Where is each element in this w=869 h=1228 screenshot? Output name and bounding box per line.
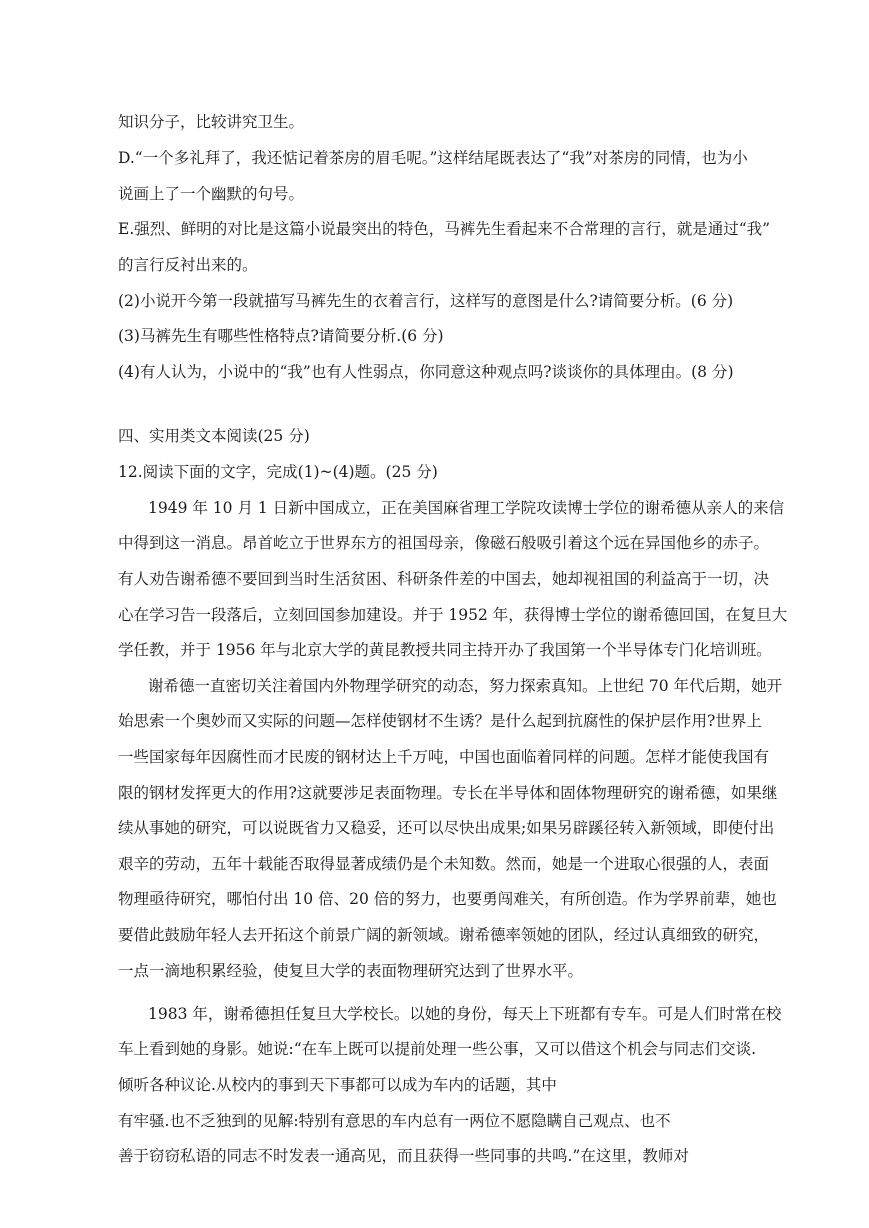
option-d-line: D.“一个多礼拜了，我还惦记着茶房的眉毛呢。”这样结尾既表达了“我”对茶房的同情，也为小 — [118, 149, 748, 167]
text-line: 说画上了一个幽默的句号。 — [118, 185, 305, 203]
paragraph-3-line: 车上看到她的身影。她说:“在车上既可以提前处理一些公事，又可以借这个机会与同志们交谈. — [118, 1040, 757, 1058]
paragraph-3-line: 倾听各种议论.从校内的事到天下事都可以成为车内的话题，其中 — [118, 1076, 557, 1094]
question-3: (3)马裤先生有哪些性格特点?请简要分析.(6 分) — [118, 327, 444, 345]
paragraph-2-line: 艰辛的劳动，五年十载能否取得显著成绩仍是个未知数。然而，她是一个进取心很强的人，表面 — [118, 855, 770, 873]
option-e-line: E.强烈、鲜明的对比是这篇小说最突出的特色，马裤先生看起来不合常理的言行，就是通过“我” — [118, 220, 771, 238]
paragraph-2-line: 一些国家每年因腐性而才民废的钢材达上千万吨，中国也面临着同样的问题。怎样才能使我国有 — [118, 748, 770, 766]
question-2: (2)小说开今第一段就描写马裤先生的衣着言行，这样写的意图是什么?请简要分析。(6 分) — [118, 292, 734, 310]
paragraph-2-line: 物理亟待研究，哪怕付出 10 倍、20 倍的努力，也要勇闯难关，有所创造。作为学界前辈，她也 — [118, 890, 777, 908]
paragraph-1-line: 心在学习告一段落后，立刻回国参加建设。并于 1952 年，获得博士学位的谢希德回国，在复旦大 — [118, 606, 788, 624]
paragraph-1-line: 有人劝告谢希德不要回到当时生活贫困、科研条件差的中国去，她却视祖国的利益高于一切，决 — [118, 570, 770, 588]
paragraph-2-line: 始思索一个奥妙而又实际的问题—怎样使钢材不生诱？是什么起到抗腐性的保护层作用?世界上 — [118, 712, 762, 730]
paragraph-3-line: 1983 年，谢希德担任复旦大学校长。以她的身份，每天上下班都有专车。可是人们时常在校 — [148, 1005, 782, 1023]
paragraph-3-line: 善于窃窃私语的同志不时发表一通高见，而且获得一些同事的共鸣.”在这里，教师对 — [118, 1147, 689, 1165]
question-4: (4)有人认为，小说中的“我”也有人性弱点，你同意这种观点吗?谈谈你的具体理由。(8 分) — [118, 363, 734, 381]
text-line: 知识分子，比较讲究卫生。 — [118, 113, 305, 131]
paragraph-3-line: 有牢骚.也不乏独到的见解:特别有意思的车内总有一两位不愿隐瞒自己观点、也不 — [118, 1112, 671, 1130]
paragraph-2-line: 要借此鼓励年轻人去开拓这个前景广阔的新领域。谢希德率领她的团队，经过认真细致的研究， — [118, 926, 770, 944]
text-line: 的言行反衬出来的。 — [118, 256, 258, 274]
paragraph-2-line: 谢希德一直密切关注着国内外物理学研究的动态，努力探索真知。上世纪 70 年代后期，她开 — [148, 677, 783, 695]
paragraph-1-line: 学任教，并于 1956 年与北京大学的黄昆教授共同主持开办了我国第一个半导体专门化培训班。 — [118, 641, 772, 659]
paragraph-1-line: 1949 年 10 月 1 日新中国成立，正在美国麻省理工学院攻读博士学位的谢希德从亲人的来信 — [148, 499, 785, 517]
section-heading: 四、实用类文本阅读(25 分) — [118, 427, 310, 445]
paragraph-2-line: 限的钢材发挥更大的作用?这就要涉足表面物理。专长在半导体和固体物理研究的谢希德，如果继 — [118, 784, 778, 802]
paragraph-2-line: 续从事她的研究，可以说既省力又稳妥，还可以尽快出成果;如果另辟蹊径转入新领域，即使付出 — [118, 819, 775, 837]
paragraph-2-line: 一点一滴地积累经验，使复旦大学的表面物理研究达到了世界水平。 — [118, 962, 584, 980]
paragraph-1-line: 中得到这一消息。昂首屹立于世界东方的祖国母亲，像磁石般吸引着这个远在异国他乡的赤子。 — [118, 534, 770, 552]
question-12-instruction: 12.阅读下面的文字，完成(1)~(4)题。(25 分) — [118, 463, 438, 481]
